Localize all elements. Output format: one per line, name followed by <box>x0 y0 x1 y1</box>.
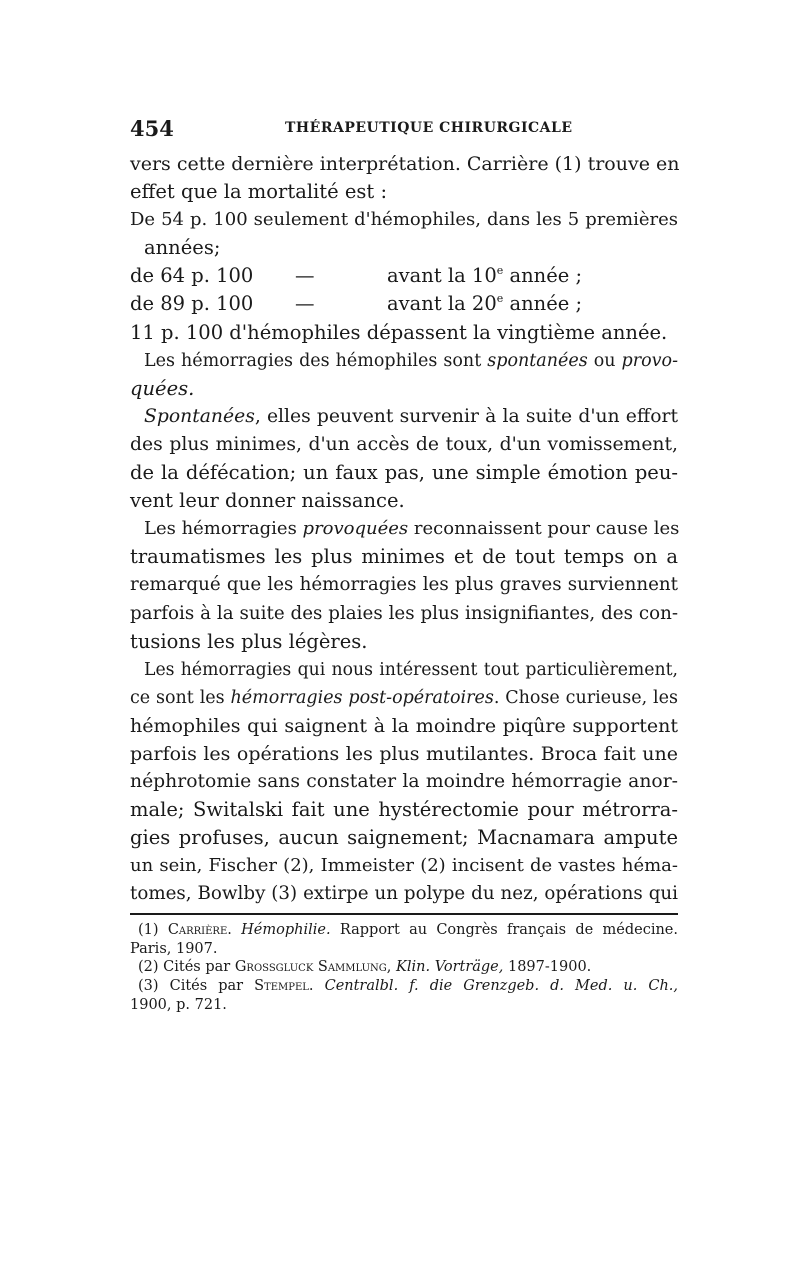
mortality-row <box>130 290 678 318</box>
text-line: gies profuses, aucun saignement; Macnamara ampute <box>130 826 678 850</box>
mortality-rate: de 64 p. 100 <box>130 264 254 288</box>
mortality-row <box>130 262 678 290</box>
page-header <box>130 100 678 140</box>
text-line: années; <box>144 236 221 260</box>
footnote-1-cont: Paris, 1907. <box>130 940 218 957</box>
footnote-3-cont: 1900, p. 721. <box>130 996 227 1013</box>
text-line: effet que la mortalité est : <box>130 180 388 204</box>
text-line: tusions les plus légères. <box>130 629 368 653</box>
text-line: Les hémorragies provoquées reconnaissent pour cause les <box>144 518 680 540</box>
mortality-period: avant la 20e année ; <box>387 292 583 316</box>
footnote-2: (2) Cités par Grossgluck Sammlung, Klin. Vorträge, 1897-1900. <box>138 959 592 976</box>
text-line: tomes, Bowlby (3) extirpe un polype du nez, opérations qui <box>130 883 678 905</box>
footnote-1: (1) Carrière. Hémophilie. Rapport au Congrès français de médecine. <box>138 922 678 938</box>
footnote-3: (3) Cités par Stempel. Centralbl. f. die Grenzgeb. d. Med. u. Ch., <box>138 978 679 995</box>
running-title: THÉRAPEUTIQUE CHIRURGICALE <box>285 120 573 136</box>
text-line: un sein, Fischer (2), Immeister (2) incisent de vastes héma- <box>130 855 678 877</box>
footnotes <box>130 921 678 1015</box>
mortality-rate: de 89 p. 100 <box>130 292 254 316</box>
dash: — <box>295 264 315 288</box>
mortality-period: avant la 10e année ; <box>387 264 583 288</box>
text-line: quées. <box>130 376 195 400</box>
text-line: De 54 p. 100 seulement d'hémophiles, dans les 5 premières <box>130 209 678 231</box>
text-line: vers cette dernière interprétation. Carrière (1) trouve en <box>130 153 680 175</box>
text-line: hémophiles qui saignent à la moindre piqûre supportent <box>130 714 678 737</box>
text-line: remarqué que les hémorragies les plus graves surviennent <box>130 574 678 596</box>
text-line: ce sont les hémorragies post-opératoires. Chose curieuse, les <box>130 687 678 708</box>
text-line: Spontanées, elles peuvent survenir à la suite d'un effort <box>144 405 678 427</box>
text-line: parfois à la suite des plaies les plus insignifiantes, des con- <box>130 602 678 624</box>
dash: — <box>295 292 315 316</box>
body-text <box>130 150 678 909</box>
text-line: Les hémorragies des hémophiles sont spontanées ou provo- <box>144 350 678 371</box>
text-line: néphrotomie sans constater la moindre hémorragie anor- <box>130 771 678 793</box>
text-line: 11 p. 100 d'hémophiles dépassent la vingtième année. <box>130 320 668 344</box>
text-line: de la défécation; un faux pas, une simple émotion peu- <box>130 461 678 485</box>
text-line: traumatismes les plus minimes et de tout temps on a <box>130 545 678 569</box>
text-line: des plus minimes, d'un accès de toux, d'un vomissement, <box>130 433 678 455</box>
page-number: 454 <box>130 116 174 141</box>
text-line: Les hémorragies qui nous intéressent tout particulièrement, <box>144 659 678 680</box>
text-line: vent leur donner naissance. <box>130 489 405 513</box>
text-line: male; Switalski fait une hystérectomie pour métrorra- <box>130 798 678 822</box>
text-line: parfois les opérations les plus mutilantes. Broca fait une <box>130 742 678 765</box>
footnote-divider <box>130 913 678 915</box>
